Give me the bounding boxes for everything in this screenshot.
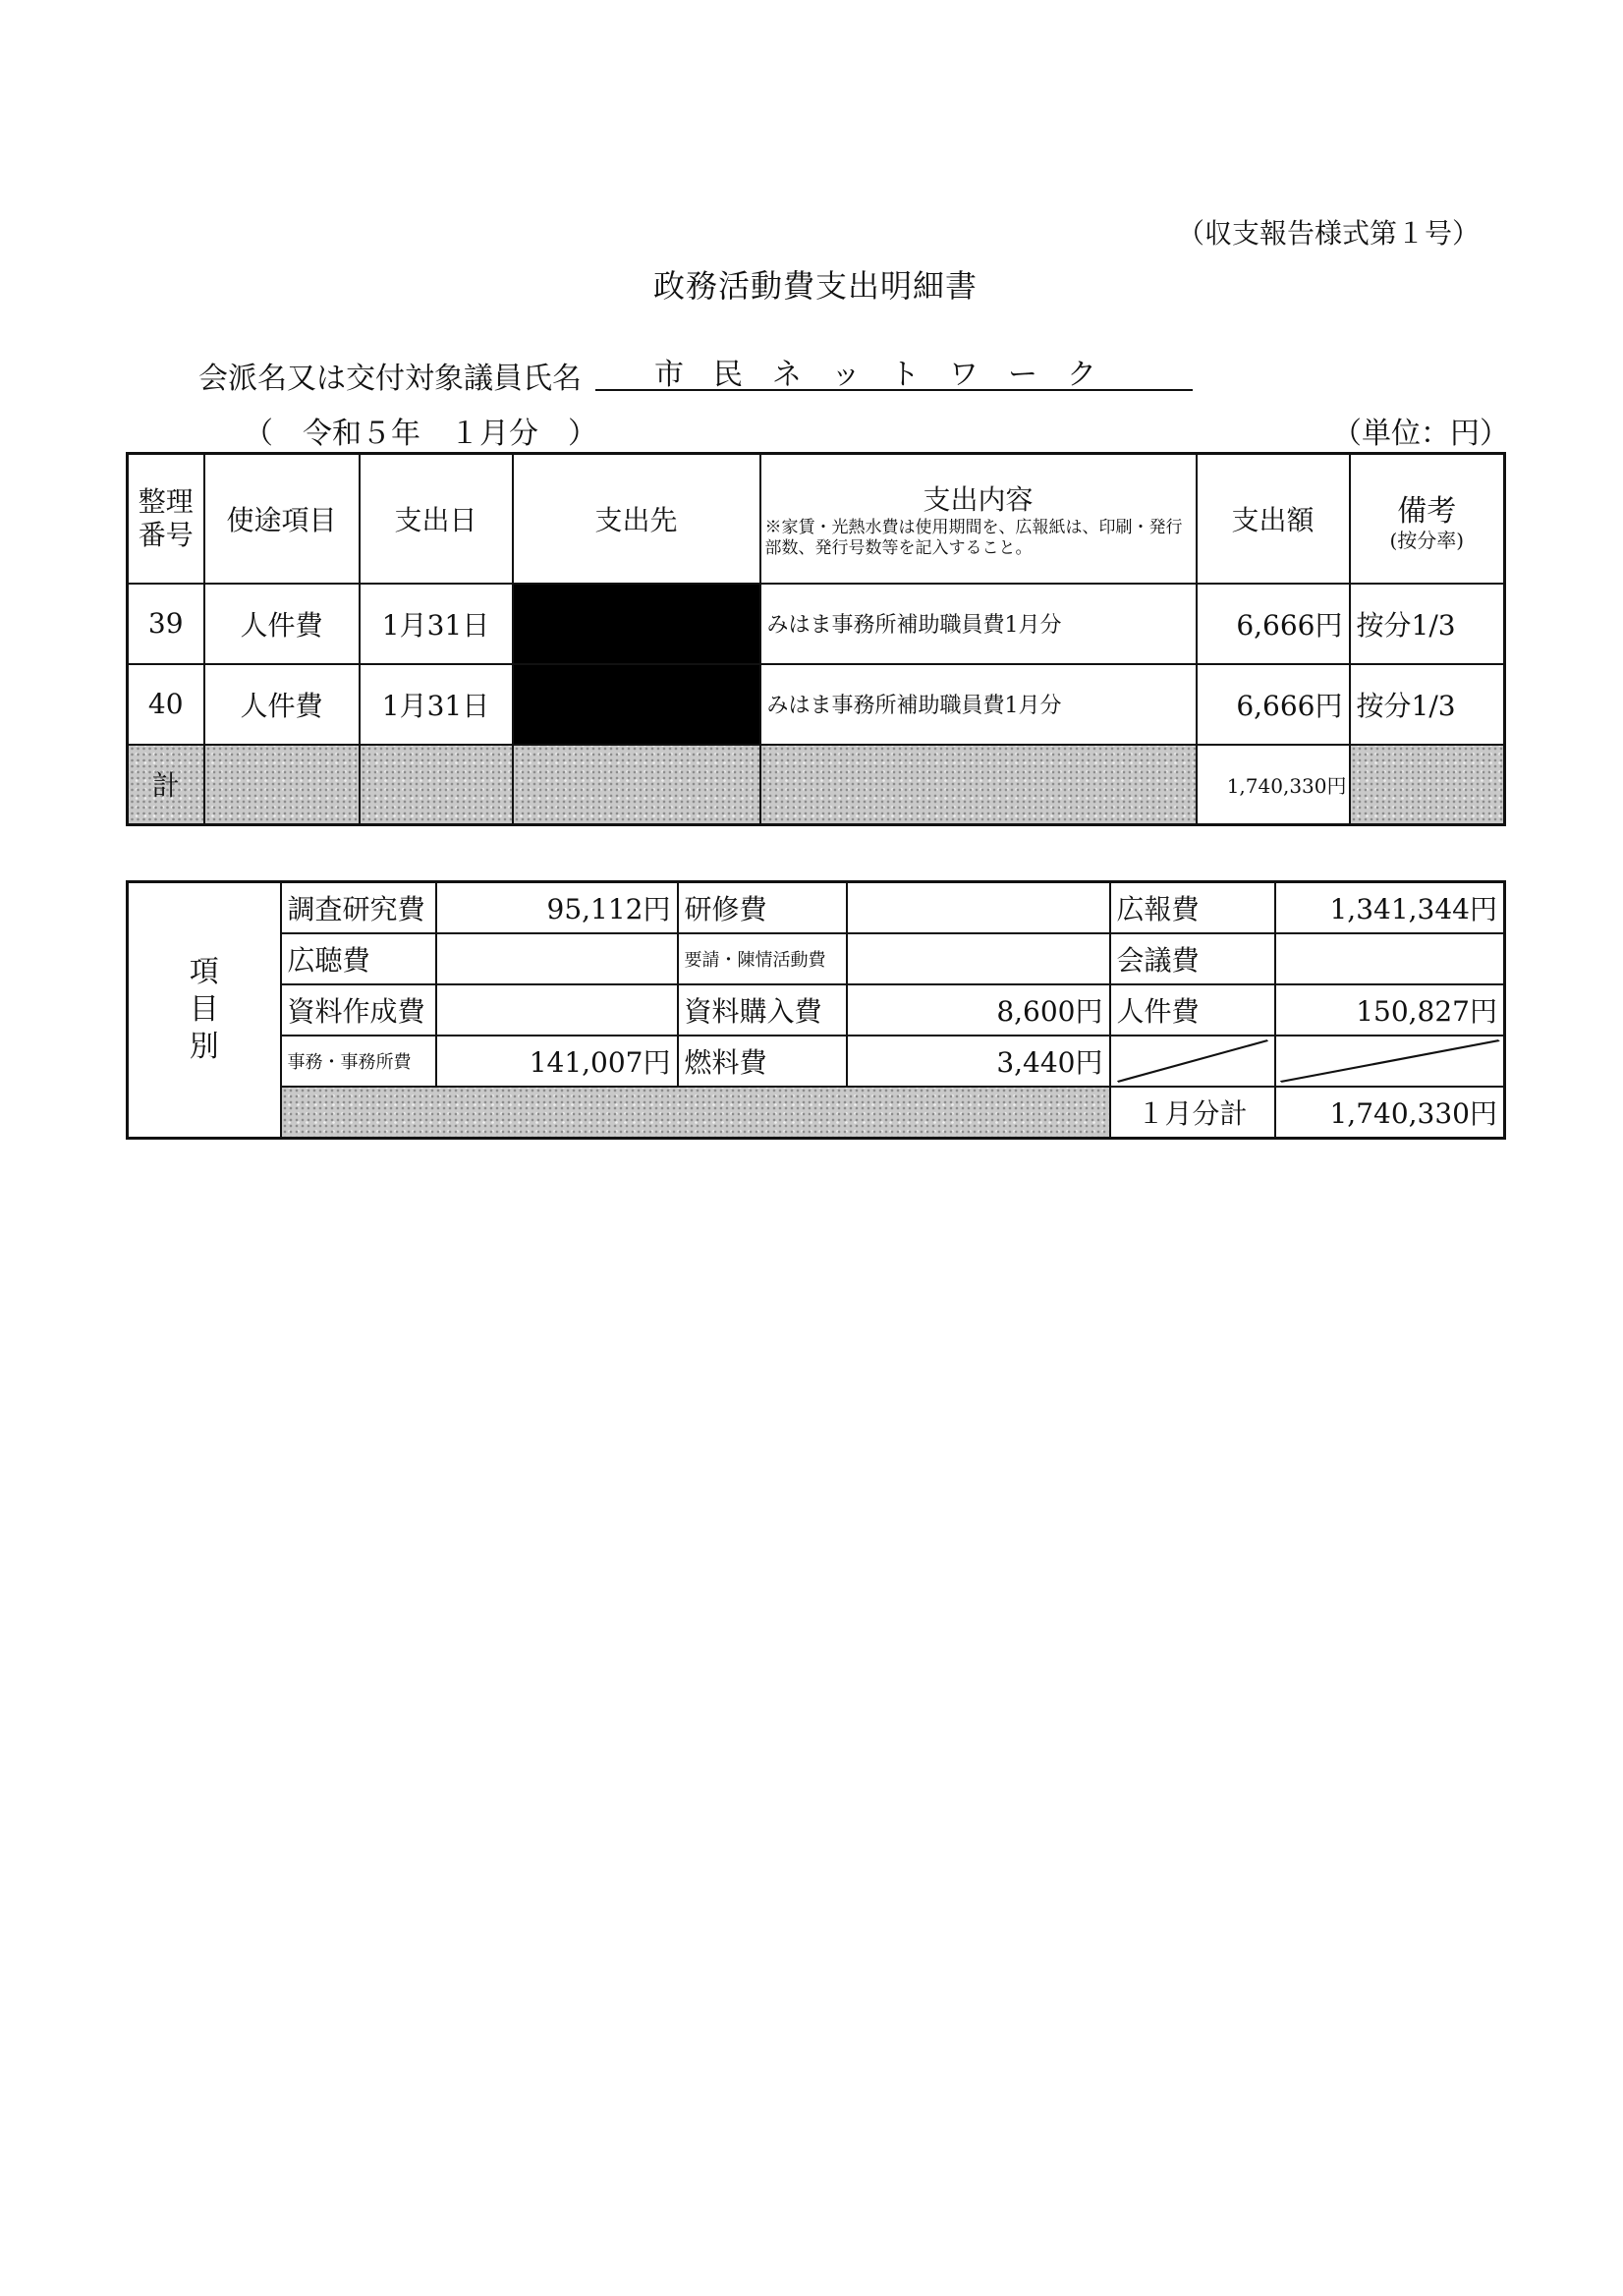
summary-row	[128, 933, 1505, 984]
summary-value: 1,341,344円	[1275, 882, 1505, 934]
row-amount: 6,666円	[1197, 584, 1350, 664]
month-total-value: 1,740,330円	[1275, 1087, 1505, 1139]
faction-value: 市民ネットワーク	[595, 350, 1193, 391]
header-amount: 支出額	[1197, 454, 1350, 584]
table-header-row	[128, 454, 1505, 584]
summary-label: 広聴費	[281, 933, 436, 984]
row-content: みはま事務所補助職員費1月分	[760, 584, 1197, 664]
summary-label: 資料作成費	[281, 984, 436, 1036]
summary-value: 150,827円	[1275, 984, 1505, 1036]
summary-label: 燃料費	[678, 1036, 847, 1087]
summary-value: 95,112円	[436, 882, 678, 934]
header-date: 支出日	[360, 454, 513, 584]
summary-value: 141,007円	[436, 1036, 678, 1087]
row-remarks: 按分1/3	[1350, 664, 1505, 745]
redacted-payee	[513, 584, 760, 664]
summary-label: 事務・事務所費	[281, 1036, 436, 1087]
total-label: 計	[128, 745, 204, 825]
summary-row	[128, 984, 1505, 1036]
row-category: 人件費	[204, 584, 360, 664]
row-category: 人件費	[204, 664, 360, 745]
table-row	[128, 584, 1505, 664]
faction-label: 会派名又は交付対象議員氏名	[198, 362, 582, 396]
period: （ 令和５年 １月分 ）	[244, 417, 597, 451]
diagonal-line	[1111, 1036, 1274, 1086]
header-category: 使途項目	[204, 454, 360, 584]
shaded-cell	[513, 745, 760, 825]
row-content: みはま事務所補助職員費1月分	[760, 664, 1197, 745]
summary-label: 人件費	[1110, 984, 1275, 1036]
row-no: 40	[128, 664, 204, 745]
summary-label: 広報費	[1110, 882, 1275, 934]
crossed-out-cell	[1110, 1036, 1275, 1087]
summary-label: 研修費	[678, 882, 847, 934]
header-remarks-sub: (按分率)	[1389, 528, 1465, 552]
summary-table	[126, 880, 1506, 1140]
summary-label: 要請・陳情活動費	[678, 933, 847, 984]
expenditure-table	[126, 452, 1506, 826]
header-remarks-title: 備考	[1397, 493, 1457, 529]
form-number: （収支報告様式第１号）	[1177, 217, 1481, 250]
row-date: 1月31日	[360, 584, 513, 664]
shaded-cell	[360, 745, 513, 825]
month-total-label: １月分計	[1110, 1087, 1275, 1139]
page-title: 政務活動費支出明細書	[652, 267, 978, 305]
summary-label: 資料購入費	[678, 984, 847, 1036]
row-date: 1月31日	[360, 664, 513, 745]
header-no: 整理 番号	[128, 454, 204, 584]
summary-value	[436, 984, 678, 1036]
summary-row	[128, 1036, 1505, 1087]
table-row	[128, 664, 1505, 745]
summary-value	[847, 882, 1110, 934]
row-no: 39	[128, 584, 204, 664]
summary-label: 会議費	[1110, 933, 1275, 984]
redacted-payee	[513, 664, 760, 745]
summary-label: 調査研究費	[281, 882, 436, 934]
header-payee: 支出先	[513, 454, 760, 584]
unit-label: （単位：円）	[1332, 417, 1509, 451]
header-content	[760, 454, 1197, 584]
shaded-cell	[281, 1087, 1110, 1139]
summary-value	[436, 933, 678, 984]
header-content-title: 支出内容	[923, 482, 1034, 516]
row-amount: 6,666円	[1197, 664, 1350, 745]
header-content-note: ※家賃・光熱水費は使用期間を、広報紙は、印刷・発行部数、発行号数等を記入すること。	[764, 517, 1183, 558]
shaded-cell	[1350, 745, 1505, 825]
shaded-cell	[760, 745, 1197, 825]
total-amount: 1,740,330円	[1197, 745, 1350, 825]
shaded-cell	[204, 745, 360, 825]
summary-value: 3,440円	[847, 1036, 1110, 1087]
summary-value: 8,600円	[847, 984, 1110, 1036]
total-row	[128, 745, 1505, 825]
header-remarks	[1350, 454, 1505, 584]
crossed-out-cell	[1275, 1036, 1505, 1087]
summary-row	[128, 882, 1505, 934]
row-remarks: 按分1/3	[1350, 584, 1505, 664]
summary-side-label: 項目別	[128, 882, 281, 1139]
diagonal-line	[1276, 1036, 1504, 1086]
summary-value	[847, 933, 1110, 984]
summary-total-row	[128, 1087, 1505, 1139]
summary-value	[1275, 933, 1505, 984]
